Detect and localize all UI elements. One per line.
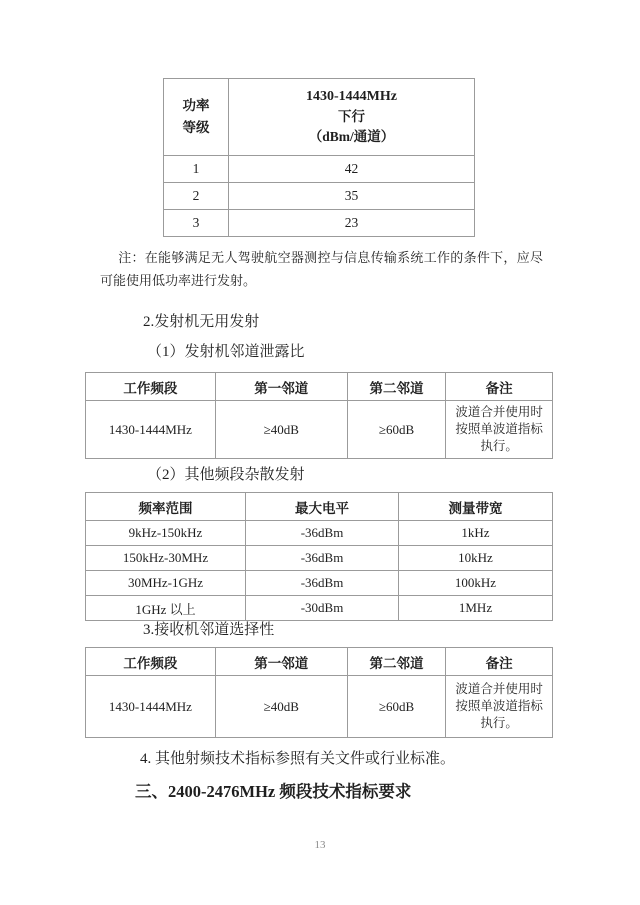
column-header: 第二邻道 bbox=[347, 648, 446, 676]
freq-range-cell: 1GHz 以上 bbox=[86, 596, 246, 621]
freq-range-cell: 30MHz-1GHz bbox=[86, 571, 246, 596]
table-row bbox=[86, 401, 553, 459]
heading-transmitter-unwanted-emission: 2.发射机无用发射 bbox=[143, 314, 260, 330]
adj1-cell: ≥40dB bbox=[215, 401, 347, 459]
band-title: 1430-1444MHz bbox=[306, 89, 397, 104]
bandwidth-cell: 100kHz bbox=[398, 571, 552, 596]
heading-spurious-emission: （2）其他频段杂散发射 bbox=[147, 467, 305, 483]
column-header: 工作频段 bbox=[86, 373, 216, 401]
note-text: 注：在能够满足无人驾驶航空器测控与信息传输系统工作的条件下，应尽可能使用低功率进行发射。 bbox=[100, 250, 543, 288]
power-value-cell: 23 bbox=[229, 210, 475, 237]
table-row bbox=[164, 183, 475, 210]
power-value-cell: 42 bbox=[229, 156, 475, 183]
column-header: 第一邻道 bbox=[215, 648, 347, 676]
bandwidth-cell: 10kHz bbox=[398, 546, 552, 571]
band-cell: 1430-1444MHz bbox=[86, 676, 216, 738]
max-level-cell: -36dBm bbox=[246, 571, 399, 596]
column-header: 备注 bbox=[446, 648, 553, 676]
table-row bbox=[86, 676, 553, 738]
adj2-cell: ≥60dB bbox=[347, 401, 446, 459]
bandwidth-cell: 1MHz bbox=[398, 596, 552, 621]
receiver-selectivity-table bbox=[85, 647, 553, 738]
table-header-row bbox=[86, 373, 553, 401]
max-level-cell: -30dBm bbox=[246, 596, 399, 621]
heading-section-3: 三、2400-2476MHz 频段技术指标要求 bbox=[135, 782, 412, 801]
table-row bbox=[86, 521, 553, 546]
column-header: 工作频段 bbox=[86, 648, 216, 676]
table-header-row bbox=[86, 493, 553, 521]
table-row bbox=[164, 210, 475, 237]
power-level-cell: 3 bbox=[164, 210, 229, 237]
band-unit: （dBm/通道） bbox=[308, 129, 395, 144]
max-level-cell: -36dBm bbox=[246, 546, 399, 571]
spurious-emission-table bbox=[85, 492, 553, 621]
adj1-cell: ≥40dB bbox=[215, 676, 347, 738]
table-row bbox=[86, 596, 553, 621]
power-level-cell: 2 bbox=[164, 183, 229, 210]
column-header: 第一邻道 bbox=[215, 373, 347, 401]
band-direction: 下行 bbox=[338, 109, 365, 124]
heading-other-rf-indicators: 4. 其他射频技术指标参照有关文件或行业标准。 bbox=[140, 751, 456, 767]
power-level-header-line2: 等级 bbox=[182, 120, 210, 135]
band-header bbox=[229, 79, 475, 156]
table-row bbox=[86, 571, 553, 596]
column-header: 备注 bbox=[446, 373, 553, 401]
power-level-cell: 1 bbox=[164, 156, 229, 183]
freq-range-cell: 9kHz-150kHz bbox=[86, 521, 246, 546]
heading-receiver-selectivity: 3.接收机邻道选择性 bbox=[143, 622, 275, 638]
adj2-cell: ≥60dB bbox=[347, 676, 446, 738]
freq-range-cell: 150kHz-30MHz bbox=[86, 546, 246, 571]
remark-cell: 波道合并使用时按照单波道指标执行。 bbox=[446, 401, 553, 459]
remark-cell: 波道合并使用时按照单波道指标执行。 bbox=[446, 676, 553, 738]
table-row bbox=[86, 546, 553, 571]
power-level-header-line1: 功率 bbox=[182, 98, 210, 113]
table-header-row bbox=[86, 648, 553, 676]
table-header-row bbox=[164, 79, 475, 156]
column-header: 最大电平 bbox=[246, 493, 399, 521]
band-cell: 1430-1444MHz bbox=[86, 401, 216, 459]
table-row bbox=[164, 156, 475, 183]
column-header: 频率范围 bbox=[86, 493, 246, 521]
column-header: 第二邻道 bbox=[347, 373, 446, 401]
bandwidth-cell: 1kHz bbox=[398, 521, 552, 546]
column-header: 测量带宽 bbox=[398, 493, 552, 521]
max-level-cell: -36dBm bbox=[246, 521, 399, 546]
power-value-cell: 35 bbox=[229, 183, 475, 210]
power-class-table bbox=[163, 78, 475, 237]
adjacent-channel-leakage-table bbox=[85, 372, 553, 459]
page-number: 13 bbox=[314, 839, 326, 851]
heading-adjacent-channel-leakage: （1）发射机邻道泄露比 bbox=[147, 344, 305, 360]
power-level-header bbox=[164, 79, 229, 156]
